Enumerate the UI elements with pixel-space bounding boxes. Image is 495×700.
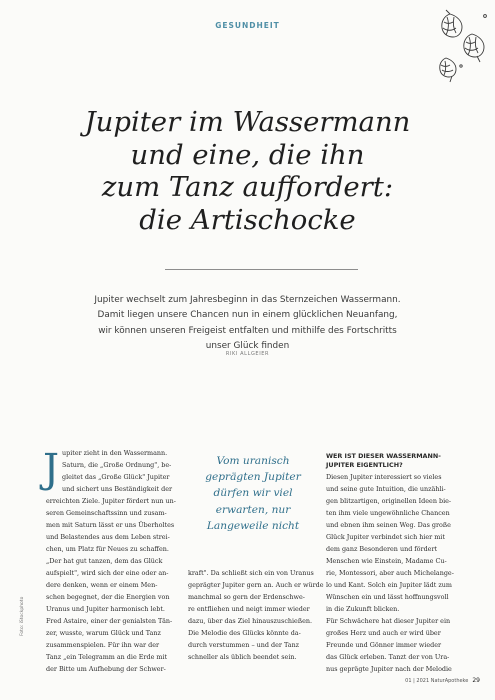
body-line: und seine gute Intuition, die unzähli-: [326, 485, 446, 493]
lead-line: Damit liegen unsere Chancen nun in einem glücklichen Neuanfang,: [97, 310, 398, 321]
body-line: der Bitte um Aufhebung der Schwer-: [46, 665, 166, 673]
body-line: upiter zieht in den Wassermann.: [62, 449, 168, 457]
body-line: Diesen Jupiter interessiert so vieles: [326, 473, 442, 481]
body-column-1: [46, 447, 174, 675]
body-line: Tanz „ein Telegramm an die Erde mit: [46, 653, 168, 661]
body-line: gen blitzartigen, originellen Ideen bie-: [326, 497, 452, 505]
body-line: Menschen wie Einstein, Madame Cu-: [326, 557, 447, 565]
headline: [40, 106, 455, 236]
lead-line: Jupiter wechselt zum Jahresbeginn in das Sternzeichen Wassermann.: [94, 295, 401, 305]
body-line: Glück Jupiter verbindet sich hier mit: [326, 533, 445, 541]
body-line: nus geprägte Jupiter nach der Melodie: [326, 665, 452, 673]
body-line: ten ihm viele ungewöhnliche Chancen: [326, 509, 450, 517]
section-subheading: [326, 452, 461, 471]
divider: [165, 269, 358, 270]
headline-line: Jupiter im Wassermann: [84, 106, 411, 138]
page-number: 29: [472, 677, 480, 684]
page-footer: [396, 677, 480, 684]
body-line: aufspielt", wird sich der eine oder an-: [46, 569, 169, 577]
lead-line: unser Glück finden: [205, 340, 290, 351]
body-line: dazu, über das Ziel hinauszuschießen.: [188, 617, 313, 625]
pull-quote-line: geprägten Jupiter: [205, 471, 301, 484]
body-line: dem ganz Besonderen und fördert: [326, 545, 438, 553]
section-label: GESUNDHEIT: [215, 21, 280, 30]
body-line: re entfliehen und neigt immer wieder: [188, 605, 310, 613]
body-line: men mit Saturn lässt er uns Überholtes: [46, 521, 175, 529]
photo-credit: Foto: iStockphoto: [20, 596, 25, 636]
headline-line: zum Tanz auffordert:: [101, 171, 394, 203]
body-line: chen, um Platz für Neues zu schaffen.: [46, 545, 169, 553]
body-line: zusammenspielen. Für ihn war der: [46, 641, 160, 649]
body-line: kraft". Da schließt sich ein von Uranus: [188, 569, 314, 577]
body-line: Wünschen ein und lässt hoffnungsvoll: [326, 593, 449, 601]
body-line: großes Herz und auch er wird über: [326, 629, 441, 637]
body-line: Saturn, die „Große Ordnung", be-: [62, 461, 172, 469]
headline-line: die Artischocke: [139, 203, 356, 236]
body-line: manchmal so gern der Erdenschwe-: [188, 593, 305, 601]
body-line: und sichert uns Beständigkeit der: [62, 485, 173, 493]
body-line: durch verstummen – und der Tanz: [188, 641, 300, 649]
body-line: seren Gemeinschaftssinn und zusam-: [46, 509, 167, 517]
body-line: dere denken, wenn er einem Men-: [46, 581, 158, 589]
body-line: Für Schwächere hat dieser Jupiter ein: [326, 617, 451, 625]
lead-line: wir können unseren Freigeist entfalten und mithilfe des Fortschritts: [98, 325, 397, 336]
body-line: und Belastendes aus dem Leben strei-: [46, 533, 170, 541]
pull-quote-line: Vom uranisch: [216, 455, 290, 467]
body-line: Fred Astaire, einer der genialsten Tän-: [46, 617, 173, 625]
body-line: Freunde und Gönner immer wieder: [326, 641, 442, 649]
subheading-line: WER IST DIESER WASSERMANN-: [326, 452, 441, 460]
body-line: Die Melodie des Glücks könnte da-: [188, 629, 301, 637]
body-line: lo und Kant. Solch ein Jupiter lädt zum: [326, 581, 452, 589]
pull-quote-line: erwarten, nur: [215, 503, 291, 516]
pull-quote-line: Langeweile nicht: [206, 519, 300, 532]
body-column-2: [188, 567, 324, 663]
pull-quote: [188, 453, 318, 534]
drop-cap: J: [43, 446, 60, 492]
headline-line: und eine, die ihn: [130, 138, 365, 171]
body-line: und ebnen ihm seinen Weg. Das große: [326, 521, 451, 529]
author-byline: RIKI ALLGEIER: [225, 351, 270, 357]
body-line: „Der hat gut tanzen, dem das Glück: [46, 557, 163, 565]
body-line: gleitet das „Große Glück" Jupiter: [62, 473, 170, 481]
body-column-3: [326, 471, 461, 675]
body-line: zer, wusste, warum Glück und Tanz: [46, 629, 161, 637]
pull-quote-line: dürfen wir viel: [213, 487, 293, 500]
body-line: rie, Montessori, aber auch Michelange-: [326, 569, 454, 577]
issue-label: 01 | 2021 NaturApotheke: [405, 678, 469, 684]
subheading-line: JUPITER EIGENTLICH?: [326, 461, 403, 470]
artichoke-icon: [432, 8, 492, 86]
body-line: erreichten Ziele. Jupiter fördert nun un-: [46, 497, 176, 505]
body-line: in die Zukunft blicken.: [326, 605, 400, 613]
lead-paragraph: [70, 293, 425, 354]
body-line: geprägter Jupiter gern an. Auch er würde: [188, 581, 324, 589]
body-line: Uranus und Jupiter harmonisch lebt.: [46, 605, 165, 613]
body-line: schneller als üblich beendet sein.: [188, 653, 297, 661]
body-line: das Glück erleben. Tanzt der von Ura-: [326, 653, 450, 661]
body-line: schen begegnet, der die Energien von: [46, 593, 170, 601]
